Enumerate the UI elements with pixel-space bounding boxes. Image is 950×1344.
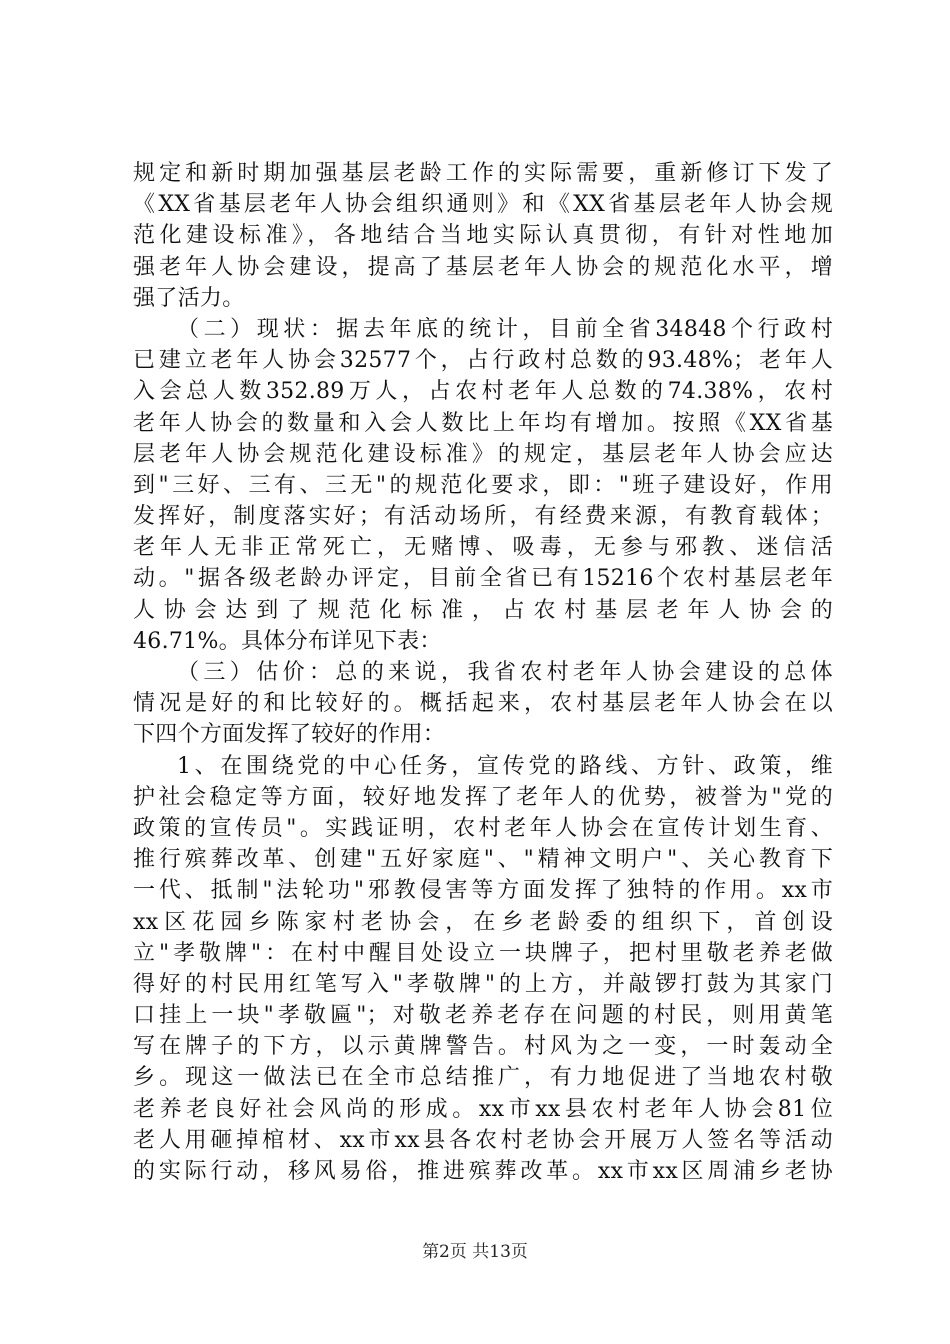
text-line: 口挂上一块"孝敬匾"；对敬老养老存在问题的村民，则用黄笔 <box>133 1003 833 1029</box>
text-line: 推行殡葬改革、创建"五好家庭"、"精神文明户"、关心教育下 <box>133 847 833 873</box>
text-line: 乡。现这一做法已在全市总结推广，有力地促进了当地农村敬 <box>133 1065 833 1091</box>
text-line: 发挥好，制度落实好；有活动场所，有经费来源，有教育载体； <box>133 504 833 530</box>
text-line: 《XX省基层老年人协会组织通则》和《XX省基层老年人协会规 <box>133 192 833 218</box>
text-line: 到"三好、三有、三无"的规范化要求，即："班子建设好，作用 <box>133 472 833 498</box>
text-line: 1、在围绕党的中心任务，宣传党的路线、方针、政策，维 <box>177 753 833 779</box>
text-line: 情况是好的和比较好的。概括起来，农村基层老年人协会在以 <box>133 691 833 717</box>
text-line: 的实际行动，移风易俗，推进殡葬改革。xx市xx区周浦乡老协 <box>133 1159 833 1184</box>
text-line: 老人用砸掉棺材、xx市xx县各农村老协会开展万人签名等活动 <box>133 1127 833 1153</box>
text-line: （三）估价：总的来说，我省农村老年人协会建设的总体 <box>177 660 833 685</box>
text-line: 人协会达到了规范化标准，占农村基层老年人协会的 <box>133 597 833 623</box>
text-line: 强老年人协会建设，提高了基层老年人协会的规范化水平，增 <box>133 254 833 280</box>
text-line: 老养老良好社会风尚的形成。xx市xx县农村老年人协会81位 <box>133 1096 833 1122</box>
text-line: 下四个方面发挥了较好的作用： <box>133 722 446 748</box>
text-line: （二）现状：据去年底的统计，目前全省34848个行政村 <box>177 316 833 342</box>
text-line: 强了活力。 <box>133 285 245 311</box>
text-line: 规定和新时期加强基层老龄工作的实际需要，重新修订下发了 <box>133 161 833 186</box>
text-line: 政策的宣传员"。实践证明，农村老年人协会在宣传计划生育、 <box>133 815 833 841</box>
text-line: 一代、抵制"法轮功"邪教侵害等方面发挥了独特的作用。xx市 <box>133 878 833 904</box>
text-line: xx区花园乡陈家村老协会，在乡老龄委的组织下，首创设 <box>133 909 833 935</box>
document-body <box>133 158 833 1187</box>
text-line: 护社会稳定等方面，较好地发挥了老年人的优势，被誉为"党的 <box>133 784 833 810</box>
text-line: 入会总人数352.89万人，占农村老年人总数的74.38%，农村 <box>133 379 833 405</box>
text-line: 层老年人协会规范化建设标准》的规定，基层老年人协会应达 <box>133 441 833 467</box>
text-line: 动。"据各级老龄办评定，目前全省已有15216个农村基层老年 <box>133 566 833 592</box>
text-line: 写在牌子的下方，以示黄牌警告。村风为之一变，一时轰动全 <box>133 1034 833 1060</box>
page-number-footer: 第2页 共13页 <box>422 1242 528 1262</box>
text-line: 范化建设标准》，各地结合当地实际认真贯彻，有针对性地加 <box>133 223 833 249</box>
text-line: 得好的村民用红笔写入"孝敬牌"的上方，并敲锣打鼓为其家门 <box>133 971 833 997</box>
text-line: 46.71%。具体分布详见下表： <box>133 628 442 654</box>
text-line: 立"孝敬牌"：在村中醒目处设立一块牌子，把村里敬老养老做 <box>133 940 833 966</box>
text-line: 老年人协会的数量和入会人数比上年均有增加。按照《XX省基 <box>133 410 833 436</box>
text-line: 老年人无非正常死亡，无赌博、吸毒，无参与邪教、迷信活 <box>133 535 833 561</box>
text-line: 已建立老年人协会32577个，占行政村总数的93.48%；老年人 <box>133 348 833 374</box>
